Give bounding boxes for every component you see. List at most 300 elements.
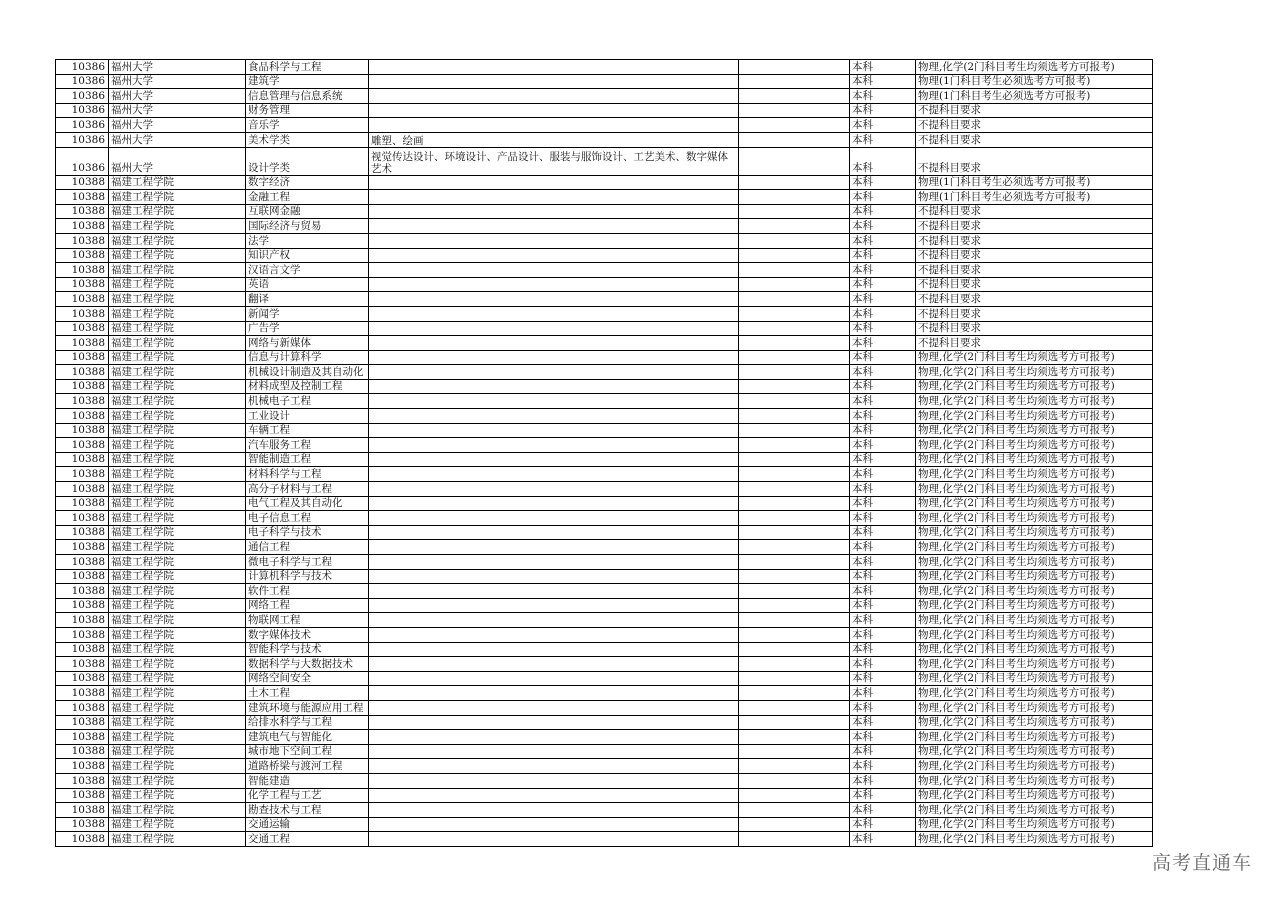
level-cell: 本科 bbox=[850, 321, 916, 336]
table-row bbox=[56, 511, 1153, 526]
level-cell: 本科 bbox=[850, 627, 916, 642]
major-name-cell: 电气工程及其自动化 bbox=[246, 496, 369, 511]
major-name-cell: 勘查技术与工程 bbox=[246, 803, 369, 818]
school-name-cell: 福建工程学院 bbox=[109, 700, 246, 715]
level-cell: 本科 bbox=[850, 423, 916, 438]
school-name-cell: 福建工程学院 bbox=[109, 744, 246, 759]
school-code-cell: 10388 bbox=[56, 773, 109, 788]
subject-requirement-cell: 物理,化学(2门科目考生均须选考方可报考) bbox=[916, 832, 1153, 847]
empty-cell bbox=[739, 74, 850, 89]
major-direction-cell bbox=[369, 686, 739, 701]
subject-requirement-cell: 不提科目要求 bbox=[916, 306, 1153, 321]
empty-cell bbox=[739, 832, 850, 847]
major-name-cell: 工业设计 bbox=[246, 409, 369, 424]
school-code-cell: 10388 bbox=[56, 409, 109, 424]
empty-cell bbox=[739, 365, 850, 380]
level-cell: 本科 bbox=[850, 525, 916, 540]
major-direction-cell bbox=[369, 74, 739, 89]
level-cell: 本科 bbox=[850, 540, 916, 555]
table-row bbox=[56, 482, 1153, 497]
school-name-cell: 福建工程学院 bbox=[109, 598, 246, 613]
major-name-cell: 英语 bbox=[246, 277, 369, 292]
empty-cell bbox=[739, 598, 850, 613]
major-direction-cell bbox=[369, 715, 739, 730]
empty-cell bbox=[739, 248, 850, 263]
subject-requirement-cell: 物理,化学(2门科目考生均须选考方可报考) bbox=[916, 394, 1153, 409]
major-direction-cell bbox=[369, 292, 739, 307]
level-cell: 本科 bbox=[850, 118, 916, 133]
table-row bbox=[56, 219, 1153, 234]
level-cell: 本科 bbox=[850, 89, 916, 104]
school-name-cell: 福建工程学院 bbox=[109, 277, 246, 292]
level-cell: 本科 bbox=[850, 248, 916, 263]
table-row bbox=[56, 700, 1153, 715]
major-direction-cell bbox=[369, 118, 739, 133]
level-cell: 本科 bbox=[850, 613, 916, 628]
major-name-cell: 化学工程与工艺 bbox=[246, 788, 369, 803]
empty-cell bbox=[739, 190, 850, 205]
major-name-cell: 智能科学与技术 bbox=[246, 642, 369, 657]
major-direction-cell bbox=[369, 700, 739, 715]
subject-requirement-cell: 物理,化学(2门科目考生均须选考方可报考) bbox=[916, 613, 1153, 628]
major-name-cell: 设计学类 bbox=[246, 147, 369, 175]
school-code-cell: 10388 bbox=[56, 277, 109, 292]
major-direction-cell bbox=[369, 277, 739, 292]
table-row bbox=[56, 525, 1153, 540]
subject-requirement-cell: 物理,化学(2门科目考生均须选考方可报考) bbox=[916, 657, 1153, 672]
empty-cell bbox=[739, 409, 850, 424]
empty-cell bbox=[739, 773, 850, 788]
level-cell: 本科 bbox=[850, 730, 916, 745]
table-row bbox=[56, 365, 1153, 380]
subject-requirement-cell: 物理,化学(2门科目考生均须选考方可报考) bbox=[916, 715, 1153, 730]
subject-requirement-cell: 物理,化学(2门科目考生均须选考方可报考) bbox=[916, 817, 1153, 832]
empty-cell bbox=[739, 233, 850, 248]
table-row bbox=[56, 409, 1153, 424]
school-name-cell: 福州大学 bbox=[109, 89, 246, 104]
school-name-cell: 福建工程学院 bbox=[109, 467, 246, 482]
table-row bbox=[56, 89, 1153, 104]
school-code-cell: 10388 bbox=[56, 336, 109, 351]
empty-cell bbox=[739, 379, 850, 394]
major-direction-cell bbox=[369, 60, 739, 75]
level-cell: 本科 bbox=[850, 598, 916, 613]
table-row bbox=[56, 759, 1153, 774]
level-cell: 本科 bbox=[850, 817, 916, 832]
level-cell: 本科 bbox=[850, 379, 916, 394]
subject-requirement-cell: 物理,化学(2门科目考生均须选考方可报考) bbox=[916, 467, 1153, 482]
major-direction-cell bbox=[369, 511, 739, 526]
level-cell: 本科 bbox=[850, 147, 916, 175]
school-name-cell: 福建工程学院 bbox=[109, 204, 246, 219]
major-name-cell: 广告学 bbox=[246, 321, 369, 336]
subject-requirement-cell: 不提科目要求 bbox=[916, 248, 1153, 263]
school-code-cell: 10388 bbox=[56, 321, 109, 336]
school-code-cell: 10388 bbox=[56, 292, 109, 307]
major-name-cell: 网络空间安全 bbox=[246, 671, 369, 686]
school-code-cell: 10386 bbox=[56, 103, 109, 118]
major-name-cell: 建筑电气与智能化 bbox=[246, 730, 369, 745]
empty-cell bbox=[739, 569, 850, 584]
school-code-cell: 10388 bbox=[56, 832, 109, 847]
subject-requirement-cell: 物理,化学(2门科目考生均须选考方可报考) bbox=[916, 744, 1153, 759]
school-name-cell: 福建工程学院 bbox=[109, 482, 246, 497]
major-direction-cell bbox=[369, 803, 739, 818]
school-code-cell: 10388 bbox=[56, 204, 109, 219]
school-name-cell: 福建工程学院 bbox=[109, 569, 246, 584]
school-code-cell: 10388 bbox=[56, 379, 109, 394]
empty-cell bbox=[739, 219, 850, 234]
empty-cell bbox=[739, 700, 850, 715]
level-cell: 本科 bbox=[850, 60, 916, 75]
table-row bbox=[56, 277, 1153, 292]
school-code-cell: 10388 bbox=[56, 744, 109, 759]
level-cell: 本科 bbox=[850, 292, 916, 307]
major-direction-cell bbox=[369, 744, 739, 759]
level-cell: 本科 bbox=[850, 803, 916, 818]
subject-requirement-cell: 物理,化学(2门科目考生均须选考方可报考) bbox=[916, 350, 1153, 365]
subject-requirement-cell: 不提科目要求 bbox=[916, 132, 1153, 147]
major-direction-cell bbox=[369, 730, 739, 745]
empty-cell bbox=[739, 817, 850, 832]
table-row bbox=[56, 336, 1153, 351]
school-code-cell: 10386 bbox=[56, 132, 109, 147]
empty-cell bbox=[739, 584, 850, 599]
subject-requirement-cell: 物理,化学(2门科目考生均须选考方可报考) bbox=[916, 627, 1153, 642]
level-cell: 本科 bbox=[850, 190, 916, 205]
level-cell: 本科 bbox=[850, 132, 916, 147]
level-cell: 本科 bbox=[850, 715, 916, 730]
school-name-cell: 福建工程学院 bbox=[109, 175, 246, 190]
empty-cell bbox=[739, 394, 850, 409]
table-row bbox=[56, 379, 1153, 394]
subject-requirement-cell: 不提科目要求 bbox=[916, 219, 1153, 234]
subject-requirement-cell: 物理,化学(2门科目考生均须选考方可报考) bbox=[916, 496, 1153, 511]
table-row bbox=[56, 263, 1153, 278]
school-name-cell: 福建工程学院 bbox=[109, 686, 246, 701]
empty-cell bbox=[739, 306, 850, 321]
major-direction-cell bbox=[369, 452, 739, 467]
empty-cell bbox=[739, 132, 850, 147]
level-cell: 本科 bbox=[850, 452, 916, 467]
major-name-cell: 美术学类 bbox=[246, 132, 369, 147]
level-cell: 本科 bbox=[850, 204, 916, 219]
school-name-cell: 福建工程学院 bbox=[109, 409, 246, 424]
school-code-cell: 10388 bbox=[56, 803, 109, 818]
table-row bbox=[56, 204, 1153, 219]
major-name-cell: 金融工程 bbox=[246, 190, 369, 205]
level-cell: 本科 bbox=[850, 496, 916, 511]
table-row bbox=[56, 832, 1153, 847]
subject-requirement-cell: 物理,化学(2门科目考生均须选考方可报考) bbox=[916, 379, 1153, 394]
major-direction-cell bbox=[369, 467, 739, 482]
major-direction-cell bbox=[369, 759, 739, 774]
school-name-cell: 福建工程学院 bbox=[109, 379, 246, 394]
empty-cell bbox=[739, 147, 850, 175]
school-code-cell: 10388 bbox=[56, 350, 109, 365]
subject-requirement-cell: 不提科目要求 bbox=[916, 118, 1153, 133]
subject-requirement-cell: 不提科目要求 bbox=[916, 263, 1153, 278]
school-name-cell: 福建工程学院 bbox=[109, 438, 246, 453]
table-row bbox=[56, 773, 1153, 788]
empty-cell bbox=[739, 715, 850, 730]
level-cell: 本科 bbox=[850, 788, 916, 803]
school-name-cell: 福建工程学院 bbox=[109, 394, 246, 409]
subject-requirement-cell: 物理,化学(2门科目考生均须选考方可报考) bbox=[916, 759, 1153, 774]
school-name-cell: 福建工程学院 bbox=[109, 715, 246, 730]
school-name-cell: 福建工程学院 bbox=[109, 773, 246, 788]
school-name-cell: 福建工程学院 bbox=[109, 336, 246, 351]
school-name-cell: 福建工程学院 bbox=[109, 496, 246, 511]
major-direction-cell bbox=[369, 525, 739, 540]
major-direction-cell bbox=[369, 190, 739, 205]
major-direction-cell bbox=[369, 642, 739, 657]
school-name-cell: 福建工程学院 bbox=[109, 292, 246, 307]
empty-cell bbox=[739, 511, 850, 526]
subject-requirement-cell: 物理,化学(2门科目考生均须选考方可报考) bbox=[916, 598, 1153, 613]
table-row bbox=[56, 467, 1153, 482]
major-direction-cell bbox=[369, 540, 739, 555]
empty-cell bbox=[739, 496, 850, 511]
school-name-cell: 福建工程学院 bbox=[109, 233, 246, 248]
subject-requirement-cell: 物理,化学(2门科目考生均须选考方可报考) bbox=[916, 525, 1153, 540]
level-cell: 本科 bbox=[850, 657, 916, 672]
major-direction-cell bbox=[369, 248, 739, 263]
subject-requirement-cell: 物理,化学(2门科目考生均须选考方可报考) bbox=[916, 686, 1153, 701]
major-name-cell: 电子科学与技术 bbox=[246, 525, 369, 540]
table-row bbox=[56, 613, 1153, 628]
major-direction-cell bbox=[369, 204, 739, 219]
level-cell: 本科 bbox=[850, 175, 916, 190]
major-name-cell: 汉语言文学 bbox=[246, 263, 369, 278]
major-name-cell: 高分子材料与工程 bbox=[246, 482, 369, 497]
school-code-cell: 10386 bbox=[56, 60, 109, 75]
school-code-cell: 10388 bbox=[56, 482, 109, 497]
school-name-cell: 福建工程学院 bbox=[109, 511, 246, 526]
empty-cell bbox=[739, 730, 850, 745]
major-name-cell: 汽车服务工程 bbox=[246, 438, 369, 453]
school-name-cell: 福建工程学院 bbox=[109, 321, 246, 336]
empty-cell bbox=[739, 482, 850, 497]
empty-cell bbox=[739, 803, 850, 818]
major-name-cell: 道路桥梁与渡河工程 bbox=[246, 759, 369, 774]
school-code-cell: 10388 bbox=[56, 627, 109, 642]
subject-requirement-cell: 物理,化学(2门科目考生均须选考方可报考) bbox=[916, 788, 1153, 803]
table-row bbox=[56, 190, 1153, 205]
table-row bbox=[56, 598, 1153, 613]
school-code-cell: 10388 bbox=[56, 642, 109, 657]
table-row bbox=[56, 686, 1153, 701]
level-cell: 本科 bbox=[850, 277, 916, 292]
table-row bbox=[56, 175, 1153, 190]
school-name-cell: 福建工程学院 bbox=[109, 788, 246, 803]
table-row bbox=[56, 730, 1153, 745]
subject-requirement-cell: 物理,化学(2门科目考生均须选考方可报考) bbox=[916, 555, 1153, 570]
major-name-cell: 材料成型及控制工程 bbox=[246, 379, 369, 394]
major-direction-cell bbox=[369, 788, 739, 803]
subject-requirement-cell: 物理,化学(2门科目考生均须选考方可报考) bbox=[916, 60, 1153, 75]
level-cell: 本科 bbox=[850, 394, 916, 409]
school-name-cell: 福建工程学院 bbox=[109, 730, 246, 745]
major-name-cell: 车辆工程 bbox=[246, 423, 369, 438]
school-code-cell: 10386 bbox=[56, 89, 109, 104]
empty-cell bbox=[739, 744, 850, 759]
major-name-cell: 机械设计制造及其自动化 bbox=[246, 365, 369, 380]
school-code-cell: 10388 bbox=[56, 423, 109, 438]
level-cell: 本科 bbox=[850, 744, 916, 759]
level-cell: 本科 bbox=[850, 759, 916, 774]
school-name-cell: 福建工程学院 bbox=[109, 642, 246, 657]
school-name-cell: 福建工程学院 bbox=[109, 525, 246, 540]
major-name-cell: 给排水科学与工程 bbox=[246, 715, 369, 730]
school-code-cell: 10388 bbox=[56, 175, 109, 190]
major-name-cell: 食品科学与工程 bbox=[246, 60, 369, 75]
school-name-cell: 福州大学 bbox=[109, 74, 246, 89]
watermark: 高考直通车 bbox=[1151, 852, 1252, 874]
empty-cell bbox=[739, 438, 850, 453]
school-name-cell: 福州大学 bbox=[109, 132, 246, 147]
major-direction-cell bbox=[369, 482, 739, 497]
school-code-cell: 10388 bbox=[56, 759, 109, 774]
level-cell: 本科 bbox=[850, 438, 916, 453]
table-row bbox=[56, 306, 1153, 321]
table-row bbox=[56, 744, 1153, 759]
major-direction-cell bbox=[369, 496, 739, 511]
major-direction-cell bbox=[369, 613, 739, 628]
major-direction-cell bbox=[369, 263, 739, 278]
empty-cell bbox=[739, 657, 850, 672]
table-row bbox=[56, 60, 1153, 75]
table-row bbox=[56, 132, 1153, 147]
subject-requirement-cell: 物理,化学(2门科目考生均须选考方可报考) bbox=[916, 438, 1153, 453]
table-row bbox=[56, 118, 1153, 133]
table-row bbox=[56, 817, 1153, 832]
level-cell: 本科 bbox=[850, 642, 916, 657]
major-name-cell: 机械电子工程 bbox=[246, 394, 369, 409]
school-name-cell: 福建工程学院 bbox=[109, 759, 246, 774]
major-direction-cell bbox=[369, 438, 739, 453]
empty-cell bbox=[739, 103, 850, 118]
level-cell: 本科 bbox=[850, 306, 916, 321]
table-row bbox=[56, 671, 1153, 686]
subject-requirement-cell: 不提科目要求 bbox=[916, 336, 1153, 351]
school-code-cell: 10388 bbox=[56, 671, 109, 686]
major-direction-cell bbox=[369, 555, 739, 570]
major-name-cell: 建筑学 bbox=[246, 74, 369, 89]
empty-cell bbox=[739, 671, 850, 686]
school-name-cell: 福建工程学院 bbox=[109, 423, 246, 438]
subject-requirement-cell: 物理,化学(2门科目考生均须选考方可报考) bbox=[916, 423, 1153, 438]
major-direction-cell: 雕塑、绘画 bbox=[369, 132, 739, 147]
subject-requirement-cell: 物理,化学(2门科目考生均须选考方可报考) bbox=[916, 730, 1153, 745]
school-code-cell: 10388 bbox=[56, 263, 109, 278]
level-cell: 本科 bbox=[850, 233, 916, 248]
school-name-cell: 福建工程学院 bbox=[109, 540, 246, 555]
major-direction-cell bbox=[369, 598, 739, 613]
school-name-cell: 福建工程学院 bbox=[109, 627, 246, 642]
major-name-cell: 信息管理与信息系统 bbox=[246, 89, 369, 104]
empty-cell bbox=[739, 540, 850, 555]
empty-cell bbox=[739, 555, 850, 570]
table-row bbox=[56, 248, 1153, 263]
school-name-cell: 福建工程学院 bbox=[109, 452, 246, 467]
major-name-cell: 数字经济 bbox=[246, 175, 369, 190]
level-cell: 本科 bbox=[850, 219, 916, 234]
major-direction-cell bbox=[369, 350, 739, 365]
school-code-cell: 10386 bbox=[56, 118, 109, 133]
table-row bbox=[56, 438, 1153, 453]
major-name-cell: 新闻学 bbox=[246, 306, 369, 321]
subject-requirement-cell: 物理,化学(2门科目考生均须选考方可报考) bbox=[916, 803, 1153, 818]
school-name-cell: 福建工程学院 bbox=[109, 555, 246, 570]
subject-requirement-cell: 物理,化学(2门科目考生均须选考方可报考) bbox=[916, 365, 1153, 380]
school-name-cell: 福州大学 bbox=[109, 60, 246, 75]
school-name-cell: 福建工程学院 bbox=[109, 263, 246, 278]
school-code-cell: 10388 bbox=[56, 817, 109, 832]
school-code-cell: 10388 bbox=[56, 496, 109, 511]
major-name-cell: 数字媒体技术 bbox=[246, 627, 369, 642]
school-code-cell: 10388 bbox=[56, 715, 109, 730]
subject-requirement-cell: 物理,化学(2门科目考生均须选考方可报考) bbox=[916, 671, 1153, 686]
table-row bbox=[56, 627, 1153, 642]
empty-cell bbox=[739, 175, 850, 190]
empty-cell bbox=[739, 467, 850, 482]
table-row bbox=[56, 321, 1153, 336]
level-cell: 本科 bbox=[850, 569, 916, 584]
major-name-cell: 知识产权 bbox=[246, 248, 369, 263]
table-row bbox=[56, 292, 1153, 307]
school-code-cell: 10388 bbox=[56, 248, 109, 263]
subject-requirement-cell: 物理,化学(2门科目考生均须选考方可报考) bbox=[916, 511, 1153, 526]
major-name-cell: 物联网工程 bbox=[246, 613, 369, 628]
subject-requirement-cell: 不提科目要求 bbox=[916, 103, 1153, 118]
empty-cell bbox=[739, 60, 850, 75]
subject-requirement-cell: 物理,化学(2门科目考生均须选考方可报考) bbox=[916, 700, 1153, 715]
table-row bbox=[56, 715, 1153, 730]
school-name-cell: 福建工程学院 bbox=[109, 248, 246, 263]
empty-cell bbox=[739, 452, 850, 467]
subject-requirement-cell: 物理(1门科目考生必须选考方可报考) bbox=[916, 175, 1153, 190]
major-name-cell: 电子信息工程 bbox=[246, 511, 369, 526]
school-code-cell: 10388 bbox=[56, 365, 109, 380]
school-code-cell: 10388 bbox=[56, 730, 109, 745]
empty-cell bbox=[739, 292, 850, 307]
table-row bbox=[56, 657, 1153, 672]
major-direction-cell bbox=[369, 817, 739, 832]
empty-cell bbox=[739, 759, 850, 774]
major-direction-cell bbox=[369, 671, 739, 686]
level-cell: 本科 bbox=[850, 555, 916, 570]
school-code-cell: 10388 bbox=[56, 394, 109, 409]
major-name-cell: 财务管理 bbox=[246, 103, 369, 118]
level-cell: 本科 bbox=[850, 74, 916, 89]
table-row bbox=[56, 642, 1153, 657]
school-name-cell: 福建工程学院 bbox=[109, 657, 246, 672]
subject-requirement-cell: 物理,化学(2门科目考生均须选考方可报考) bbox=[916, 773, 1153, 788]
major-name-cell: 法学 bbox=[246, 233, 369, 248]
subject-requirement-cell: 不提科目要求 bbox=[916, 292, 1153, 307]
major-direction-cell bbox=[369, 336, 739, 351]
level-cell: 本科 bbox=[850, 832, 916, 847]
major-name-cell: 互联网金融 bbox=[246, 204, 369, 219]
major-direction-cell bbox=[369, 657, 739, 672]
subject-requirement-cell: 不提科目要求 bbox=[916, 204, 1153, 219]
empty-cell bbox=[739, 642, 850, 657]
school-code-cell: 10388 bbox=[56, 555, 109, 570]
empty-cell bbox=[739, 277, 850, 292]
empty-cell bbox=[739, 321, 850, 336]
subject-requirement-cell: 不提科目要求 bbox=[916, 277, 1153, 292]
